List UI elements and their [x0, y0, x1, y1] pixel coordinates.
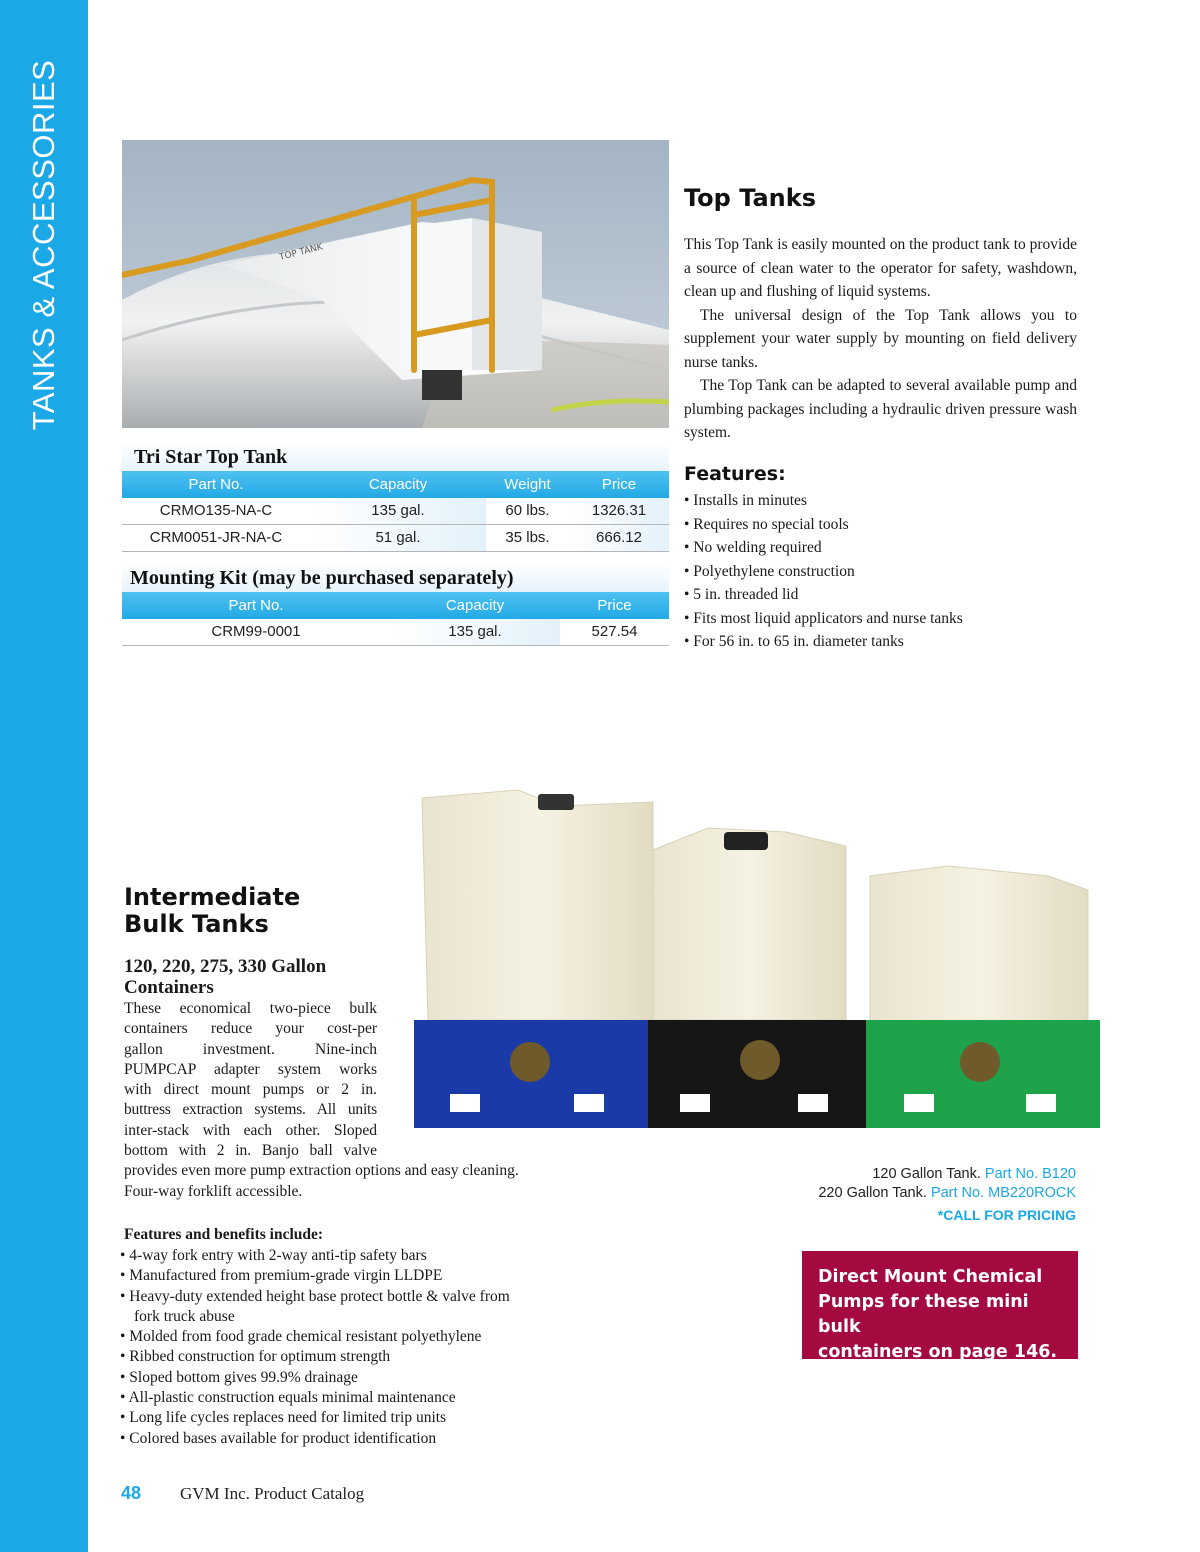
- tank-label: TOP TANK: [278, 242, 324, 263]
- desc-line: PUMPCAP adapter system works: [124, 1060, 377, 1078]
- list-item: • No welding required: [684, 539, 822, 556]
- caption-text: 220 Gallon Tank.: [818, 1185, 931, 1201]
- ibt-title: [124, 884, 300, 938]
- list-item: • Long life cycles replaces need for limited trip units: [120, 1409, 447, 1427]
- list-item: • Polyethylene construction: [684, 562, 855, 580]
- paragraph: The universal design of the Top Tank allows you to supplement your water supply by mounting on field delivery nurse tanks.: [684, 306, 1077, 371]
- list-item: • Requires no special tools: [684, 515, 849, 533]
- cell-price: 527.54: [591, 623, 638, 640]
- top-tank-photo: [122, 140, 669, 428]
- cell-price: 666.12: [569, 525, 669, 551]
- footer-text: GVM Inc. Product Catalog: [180, 1484, 365, 1503]
- desc-line: These economical two-piece bulk: [124, 1000, 377, 1017]
- top-tanks-title: Top Tanks: [684, 184, 817, 212]
- ibt-subtitle-line: 120, 220, 275, 330 Gallon: [124, 956, 327, 977]
- benefits-list: [120, 1246, 620, 1449]
- mounting-table-title: [122, 563, 669, 593]
- col-part-no: Part No.: [188, 476, 244, 493]
- mounting-title-note: (may be purchased separately): [247, 567, 514, 589]
- table-row: [122, 619, 669, 646]
- col-price: Price: [597, 597, 632, 614]
- desc-line: inter-stack with each other. Sloped: [124, 1121, 377, 1139]
- ibt-subtitle: [124, 956, 326, 998]
- list-item: • Ribbed construction for optimum strength: [120, 1348, 391, 1366]
- cell-part-no: CRMO135-NA-C: [159, 502, 273, 519]
- cell-part-no: CRM99-0001: [211, 623, 301, 640]
- list-item: • 4-way fork entry with 2-way anti-tip safety bars: [120, 1247, 427, 1264]
- cell-weight: 60 lbs.: [505, 502, 550, 519]
- list-item: • Installs in minutes: [684, 492, 807, 509]
- features-list: [684, 489, 1077, 654]
- col-capacity: Capacity: [445, 597, 505, 614]
- callout-line: Direct Mount Chemical: [818, 1267, 1043, 1287]
- desc-line: Four-way forklift accessible.: [124, 1182, 303, 1200]
- col-weight: Weight: [504, 476, 551, 493]
- sidebar: [0, 0, 88, 1552]
- cell-price: 1326.31: [569, 498, 669, 524]
- features-title: Features:: [684, 463, 786, 485]
- caption-part-no: Part No. B120: [984, 1166, 1076, 1182]
- callout-line: Pumps for these mini bulk: [818, 1292, 1029, 1337]
- call-for-pricing: *CALL FOR PRICING: [937, 1207, 1076, 1223]
- mounting-table-header: [122, 592, 669, 619]
- list-item: • Colored bases available for product identification: [120, 1429, 437, 1447]
- caption-220-gallon: [818, 1184, 1076, 1203]
- caption-120-gallon: [872, 1165, 1076, 1184]
- list-item: • Molded from food grade chemical resistant polyethylene: [120, 1328, 482, 1346]
- paragraph: This Top Tank is easily mounted on the product tank to provide a source of clean water to the operator for safety, washdown, clean up and flushing of liquid systems.: [684, 236, 1077, 300]
- list-item: • 5 in. threaded lid: [684, 586, 799, 603]
- ibt-subtitle-line: Containers: [124, 977, 214, 998]
- tristar-table-title: Tri Star Top Tank: [122, 442, 669, 472]
- desc-line: gallon investment. Nine-inch: [124, 1040, 377, 1058]
- ibt-title-line: Bulk Tanks: [124, 910, 269, 938]
- desc-line: containers reduce your cost-per: [124, 1020, 377, 1038]
- caption-text: 120 Gallon Tank.: [872, 1166, 985, 1182]
- table-row: [122, 525, 669, 552]
- cell-part-no: CRM0051-JR-NA-C: [149, 529, 283, 546]
- cell-capacity: 135 gal.: [390, 619, 560, 645]
- callout-line: containers on page 146.: [818, 1342, 1058, 1362]
- list-item: • Heavy-duty extended height base protect bottle & valve from: [120, 1287, 510, 1305]
- cell-capacity: 135 gal.: [310, 498, 486, 524]
- desc-line: bottom with 2 in. Banjo ball valve: [124, 1142, 377, 1160]
- list-item: • Sloped bottom gives 99.9% drainage: [120, 1368, 358, 1386]
- mounting-title-main: Mounting Kit: [130, 567, 248, 589]
- benefits-title: Features and benefits include:: [124, 1226, 324, 1243]
- caption-part-no: Part No. MB220ROCK: [930, 1185, 1076, 1201]
- col-capacity: Capacity: [368, 476, 428, 493]
- list-item: • For 56 in. to 65 in. diameter tanks: [684, 633, 904, 650]
- paragraph: The Top Tank can be adapted to several available pump and plumbing packages including a hydraulic driven pressure wash system.: [684, 377, 1077, 441]
- cell-weight: 35 lbs.: [505, 529, 550, 546]
- ibt-description: [124, 999, 519, 1202]
- callout-box: [802, 1251, 1078, 1362]
- desc-line: with direct mount pumps or 2 in.: [124, 1081, 377, 1099]
- tristar-table-header: [122, 471, 669, 498]
- desc-line: provides even more pump extraction options and easy cleaning.: [124, 1162, 519, 1180]
- bulk-tanks-photo: [408, 780, 1100, 1140]
- table-row: [122, 498, 669, 525]
- section-label: TANKS & ACCESSORIES: [26, 59, 61, 431]
- col-price: Price: [601, 476, 637, 493]
- col-part-no: Part No.: [228, 597, 284, 614]
- list-item: • All-plastic construction equals minimal maintenance: [120, 1389, 456, 1407]
- list-item: fork truck abuse: [134, 1307, 235, 1325]
- ibt-title-line: Intermediate: [124, 883, 301, 911]
- page-number: 48: [121, 1483, 142, 1503]
- list-item: • Fits most liquid applicators and nurse tanks: [684, 609, 963, 627]
- top-tanks-description: [684, 233, 1077, 445]
- desc-line: buttress extraction systems. All units: [124, 1101, 377, 1119]
- cell-capacity: 51 gal.: [310, 525, 486, 551]
- list-item: • Manufactured from premium-grade virgin LLDPE: [120, 1267, 443, 1285]
